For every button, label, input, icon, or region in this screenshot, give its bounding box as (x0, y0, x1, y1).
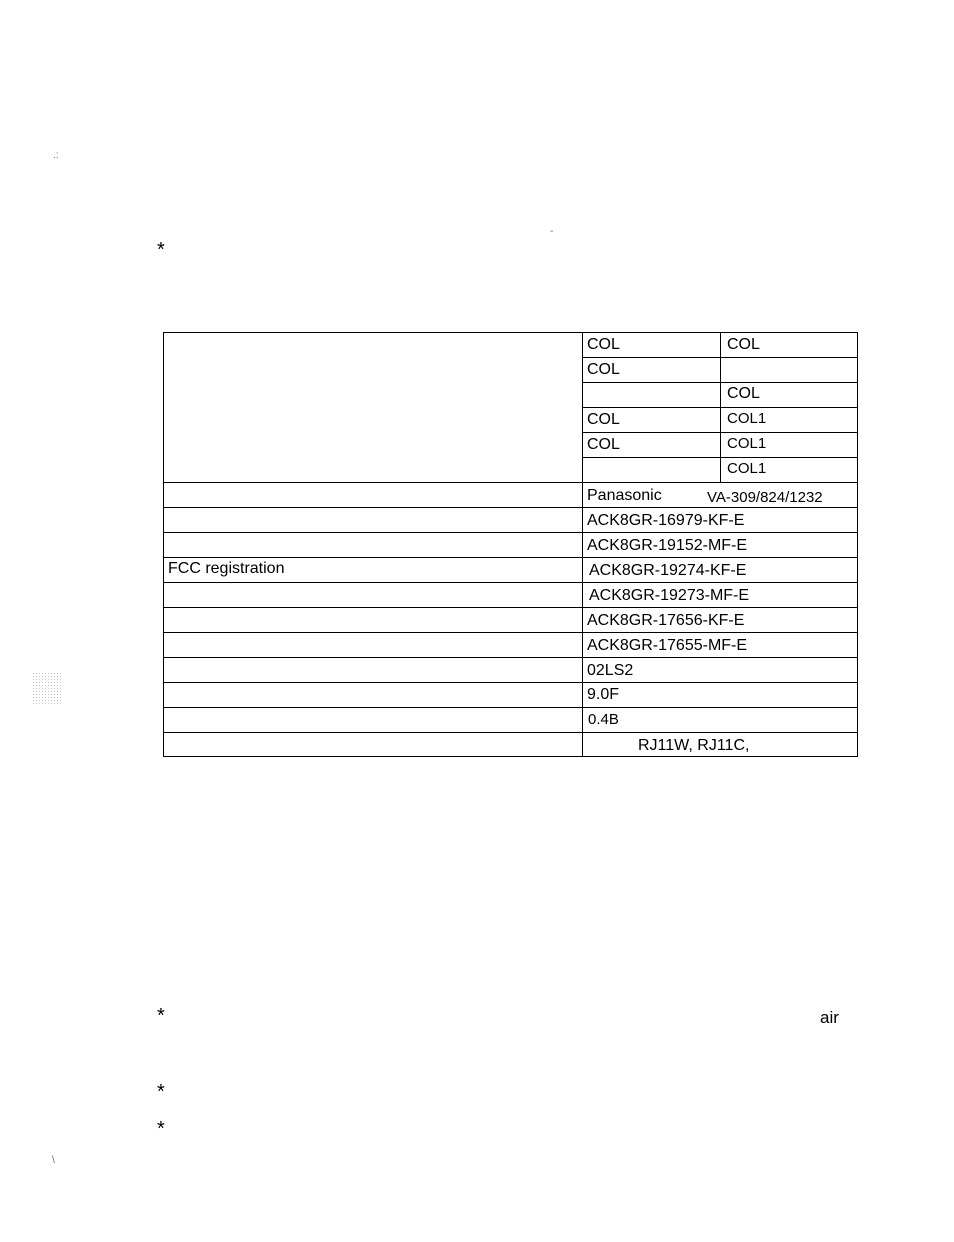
table-value: ACK8GR-17656-KF-E (587, 612, 745, 629)
table-rule (163, 632, 858, 633)
table-value: RJ11W, RJ11C, (638, 737, 750, 754)
table-value: 9.0F (587, 686, 620, 703)
table-value: VA-309/824/1232 (707, 489, 823, 506)
table-rule (582, 432, 858, 433)
table-value: ACK8GR-19274-KF-E (589, 562, 747, 579)
table-cell: COL1 (727, 410, 767, 427)
table-cell: COL1 (727, 435, 767, 452)
asterisk-marker: * (157, 1081, 165, 1103)
asterisk-marker: * (157, 1118, 165, 1140)
table-border (857, 332, 858, 757)
table-rule (163, 607, 858, 608)
table-rule (163, 732, 858, 733)
asterisk-marker: * (157, 1005, 165, 1027)
scan-noise (32, 672, 62, 704)
table-rule (163, 582, 858, 583)
table-rule (582, 407, 858, 408)
scan-speck: - (550, 226, 554, 237)
table-divider (582, 332, 583, 757)
table-rule (163, 557, 858, 558)
table-cell: COL1 (727, 460, 767, 477)
table-rule (163, 482, 858, 483)
scan-speck: .: (53, 150, 59, 161)
table-border (163, 332, 164, 757)
text-fragment-air: air (820, 1008, 839, 1027)
table-rule (163, 507, 858, 508)
table-value: Panasonic (587, 487, 662, 504)
table-cell: COL (587, 336, 620, 353)
asterisk-marker: * (157, 239, 165, 261)
table-value: ACK8GR-19152-MF-E (587, 537, 748, 554)
table-cell: COL (587, 361, 620, 378)
table-rule (163, 707, 858, 708)
table-rule (582, 382, 858, 383)
table-rule (163, 532, 858, 533)
table-cell: COL (727, 336, 760, 353)
table-rule (582, 457, 858, 458)
table-border (163, 332, 858, 333)
table-value: ACK8GR-19273-MF-E (589, 587, 750, 604)
table-rule (163, 682, 858, 683)
table-rule (582, 357, 858, 358)
table-value: 0.4B (588, 711, 619, 728)
table-cell: COL (587, 436, 620, 453)
table-cell: COL (587, 411, 620, 428)
scan-speck: \ (52, 1155, 55, 1166)
table-cell: COL (727, 385, 760, 402)
table-rule (163, 657, 858, 658)
table-value: 02LS2 (587, 662, 634, 679)
table-border (163, 756, 858, 757)
table-value: ACK8GR-16979-KF-E (587, 512, 745, 529)
table-value: ACK8GR-17655-MF-E (587, 637, 748, 654)
table-row-label: FCC registration (168, 560, 285, 577)
